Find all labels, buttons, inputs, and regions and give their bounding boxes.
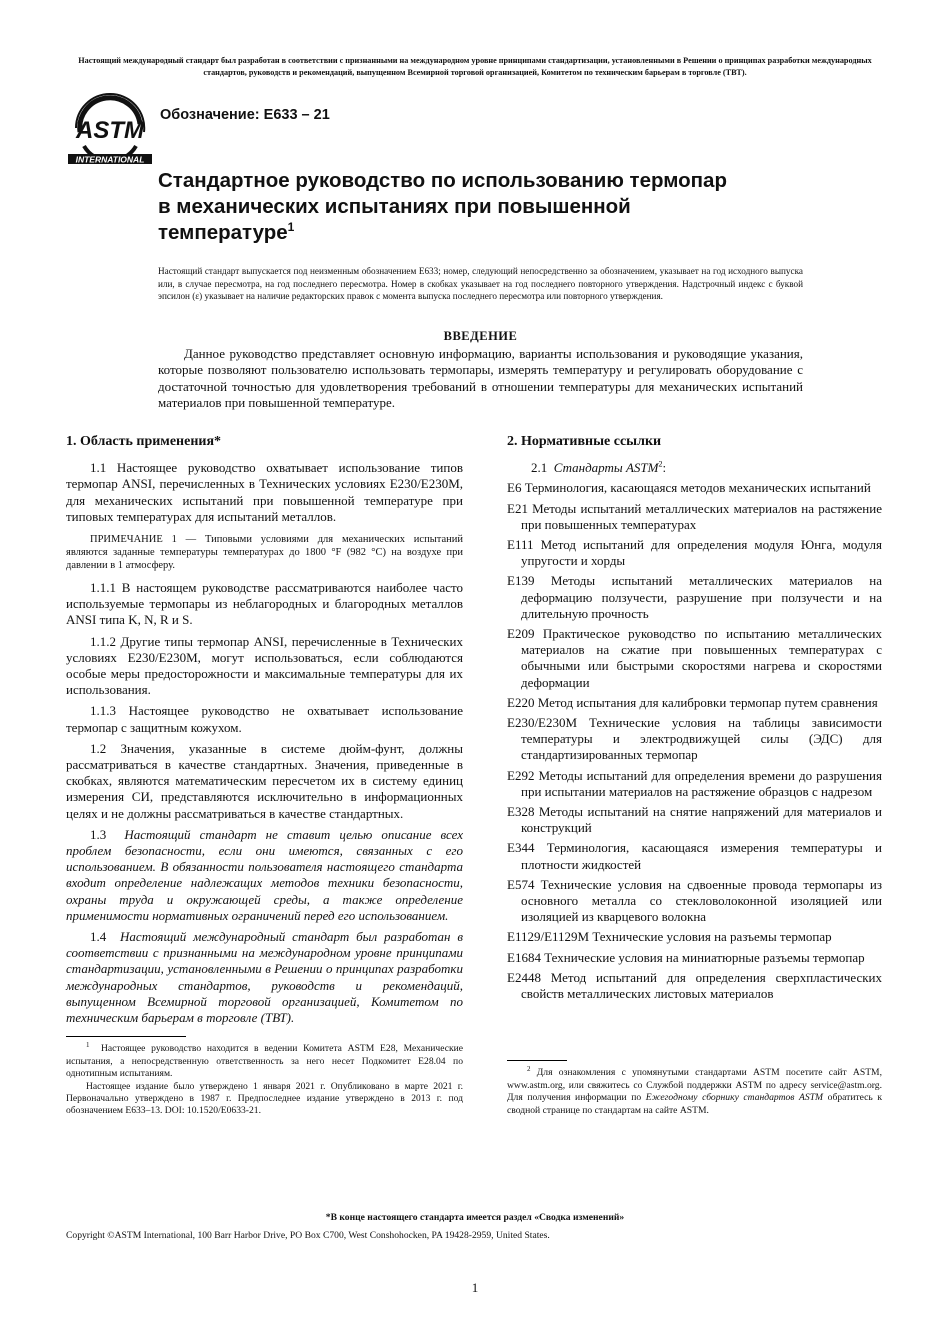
reference-item: E21 Методы испытаний металлических материалов на растяжение при повышенных температурах (507, 500, 882, 532)
footnote-2-text-b: обратитесь к сводной странице по стандартам на сайте ASTM. (507, 1092, 883, 1116)
footnote-1a-text: Настоящее руководство находится в ведении Комитета ASTM E28, Механические испытания, а непосредственную ответственность за него несет Подкомитет E28.04 по однотипным испытаниям. (66, 1043, 464, 1080)
footnotes-right (507, 1060, 882, 1117)
footnote-2-italic: Ежегодному сборнику стандартов ASTM (645, 1092, 824, 1104)
left-column (66, 434, 463, 1118)
reference-item: E220 Метод испытания для калибровки термопар путем сравнения (507, 694, 878, 710)
para-1-4-text: Настоящий международный стандарт был разработан в соответствии с признанными на международном уровне принципами стандартизации, установленными в Решении о принципах разработки международных стандартов, руководств и рекомендаций, выпущенном Всемирной торговой организацией, Комитетом по техническим барьерам в торговле (ТВТ). (66, 929, 464, 1026)
footnote-2-marker: 2 (527, 1065, 531, 1074)
section-2-heading: 2. Нормативные ссылки (507, 434, 662, 449)
title-line-3: температуре (158, 221, 288, 244)
logo-text: ASTM (76, 117, 144, 144)
reference-item: E6 Терминология, касающаяся методов механических испытаний (507, 480, 871, 496)
astm-logo (66, 86, 154, 166)
right-column (507, 434, 882, 1117)
designation: Обозначение: E633 – 21 (160, 107, 330, 123)
copyright: Copyright ©ASTM International, 100 Barr Harbor Drive, PO Box C700, West Conshohocken, PA 19428-2959, United States. (66, 1230, 550, 1241)
reference-item: E292 Методы испытаний для определения времени до разрушения при испытании материалов на растяжение образцов с надрезом (507, 767, 882, 799)
reference-item: E139 Методы испытаний металлических материалов на деформацию ползучести, разрушение при ползучести и на длительную прочность (507, 573, 882, 621)
footnote-1-marker: 1 (86, 1041, 90, 1050)
summary-of-changes-note: *В конце настоящего стандарта имеется раздел «Сводка изменений» (325, 1212, 625, 1223)
top-note: Настоящий международный стандарт был разработан в соответствии с признанными на международном уровне принципами стандартизации, установленными в Решении о принципах разработки международных стандартов, руководств и рекомендаций, выпущенном Всемирной торговой организацией, Комитетом по техническим барьерам в торговле (ТВТ). (78, 56, 872, 77)
footnote-2 (507, 1067, 882, 1117)
reference-item: E328 Методы испытаний на снятие напряжений для материалов и конструкций (507, 804, 882, 836)
reference-item: E2448 Метод испытаний для определения сверхпластических свойств металлических листовых материалов (507, 969, 882, 1002)
subsection-2-1-colon: : (662, 460, 667, 476)
footnote-1b: Настоящее издание было утверждено 1 января 2021 г. Опубликовано в марте 2021 г. Первоначально утверждено в 1987 г. Предпоследнее издание утверждено в 2013 г. под обозначением E633–13. DOI: 10.1520/E0633-21. (66, 1080, 463, 1117)
para-1-3-text: Настоящий стандарт не ставит целью описание всех проблем безопасности, если они имеются, связанных с его использованием. В обязанности пользователя настоящего стандарта входит определение надлежащих методов техники безопасности, охраны труда и окружающей среды, а также определение применимости нормативных ограничений перед его использованием. (66, 826, 463, 923)
para-1-3 (66, 827, 463, 924)
reference-list (507, 480, 882, 1002)
para-1-1-2: 1.1.2 Другие типы термопар ANSI, перечисленные в Технических условиях E230/E230M, могут использоваться, если соблюдаются особые меры предосторожности и максимальные температуры для их использования. (66, 633, 463, 698)
astm-logo-graphic (66, 86, 154, 166)
reference-item: E1684 Технические условия на миниатюрные разъемы термопар (507, 949, 865, 965)
para-1-4-num: 1.4 (90, 929, 107, 945)
reference-item: E1129/E1129M Технические условия на разъемы термопар (507, 929, 832, 945)
reference-item: E344 Терминология, касающаяся измерения температуры и плотности жидкостей (507, 840, 882, 872)
reference-item: E574 Технические условия на сдвоенные провода термопары из основного металла со стекловолоконной изоляцией или изоляцией из кварцевого волокна (507, 876, 882, 925)
reference-item: E209 Практическое руководство по испытанию металлических материалов на сжатие при повышенных температурах с обычными или быстрыми скоростями нагрева и скоростями деформации (507, 626, 882, 690)
para-1-1-1: 1.1.1 В настоящем руководстве рассматриваются наиболее часто используемые термопары из неблагородных и благородных металлов ANSI типа K, N, R и S. (66, 580, 463, 628)
para-1-1: 1.1 Настоящее руководство охватывает использование типов термопар ANSI, перечисленных в Технических условиях E230/E230M, для механических испытаний при повышенной температуре при типовых температурах для испытаний металлов. (66, 460, 463, 524)
footnote-rule (66, 1036, 186, 1037)
issue-note: Настоящий стандарт выпускается под неизменным обозначением E633; номер, следующий непосредственно за обозначением, указывает на год исходного выпуска или, в случае пересмотра, на год последнего пересмотра. Номер в скобках указывает на год последнего повторного утверждения. Надстрочный индекс с буквой эпсилон (ε) указывает на наличие редакторских правок с момента выпуска последнего пересмотра или повторного утверждения. (158, 266, 803, 302)
logo-subtext: INTERNATIONAL (75, 154, 145, 165)
title-line-1: Стандартное руководство по использованию термопар (158, 169, 727, 192)
footnote-rule-right (507, 1060, 567, 1061)
subsection-2-1-sup: 2 (658, 459, 663, 469)
section-1-heading: 1. Область применения* (66, 434, 222, 449)
intro-heading: ВВЕДЕНИЕ (443, 329, 518, 343)
subsection-2-1-label: Стандарты ASTM (553, 460, 659, 476)
title-line-2: в механических испытаниях при повышенной (158, 195, 631, 218)
page-number: 1 (471, 1280, 479, 1295)
para-1-4 (66, 929, 463, 1026)
footnote-1a (66, 1043, 463, 1080)
reference-item: E230/E230M Технические условия на таблицы зависимости температуры и электродвижущей силы (ЭДС) для стандартизированных термопар (507, 715, 882, 763)
footnote-2-text-a: Для ознакомления с упомянутыми стандартами ASTM посетите сайт ASTM, www.astm.org, или свяжитесь со Службой поддержки ASTM по адресу service@astm.org. Для получения информации по (507, 1067, 882, 1104)
page-title (158, 168, 808, 246)
subsection-2-1 (507, 460, 882, 476)
para-1-1-3: 1.1.3 Настоящее руководство не охватывает использование термопар с защитным кожухом. (66, 703, 463, 735)
para-1-2: 1.2 Значения, указанные в системе дюйм-фунт, должны рассматриваться в качестве стандартных. Значения, приведенные в скобках, являются математическим пересчетом их в систему единиц измерения СИ, представляются исключительно в информационных целях и не должны рассматриваться в качестве стандартных. (66, 740, 463, 821)
intro-text: Данное руководство представляет основную информацию, варианты использования и руководящие указания, которые позволяют пользователю использовать термопары, измерять температуру и регулировать оборудование с достаточной точностью для удовлетворения требований в отношении температуры для механических испытаний материалов при повышенной температуре. (158, 346, 803, 411)
title-footnote-ref: 1 (287, 220, 295, 235)
footnotes-left (66, 1036, 463, 1117)
reference-item: E111 Метод испытаний для определения модуля Юнга, модуля упругости и хорды (507, 537, 882, 569)
para-1-3-num: 1.3 (90, 826, 107, 842)
subsection-2-1-num: 2.1 (531, 460, 548, 476)
note-1: ПРИМЕЧАНИЕ 1 — Типовыми условиями для механических испытаний являются заданные температуры температурах до 1800 °F (982 °C) на воздухе при давлении в 1 атмосферу. (66, 534, 463, 572)
